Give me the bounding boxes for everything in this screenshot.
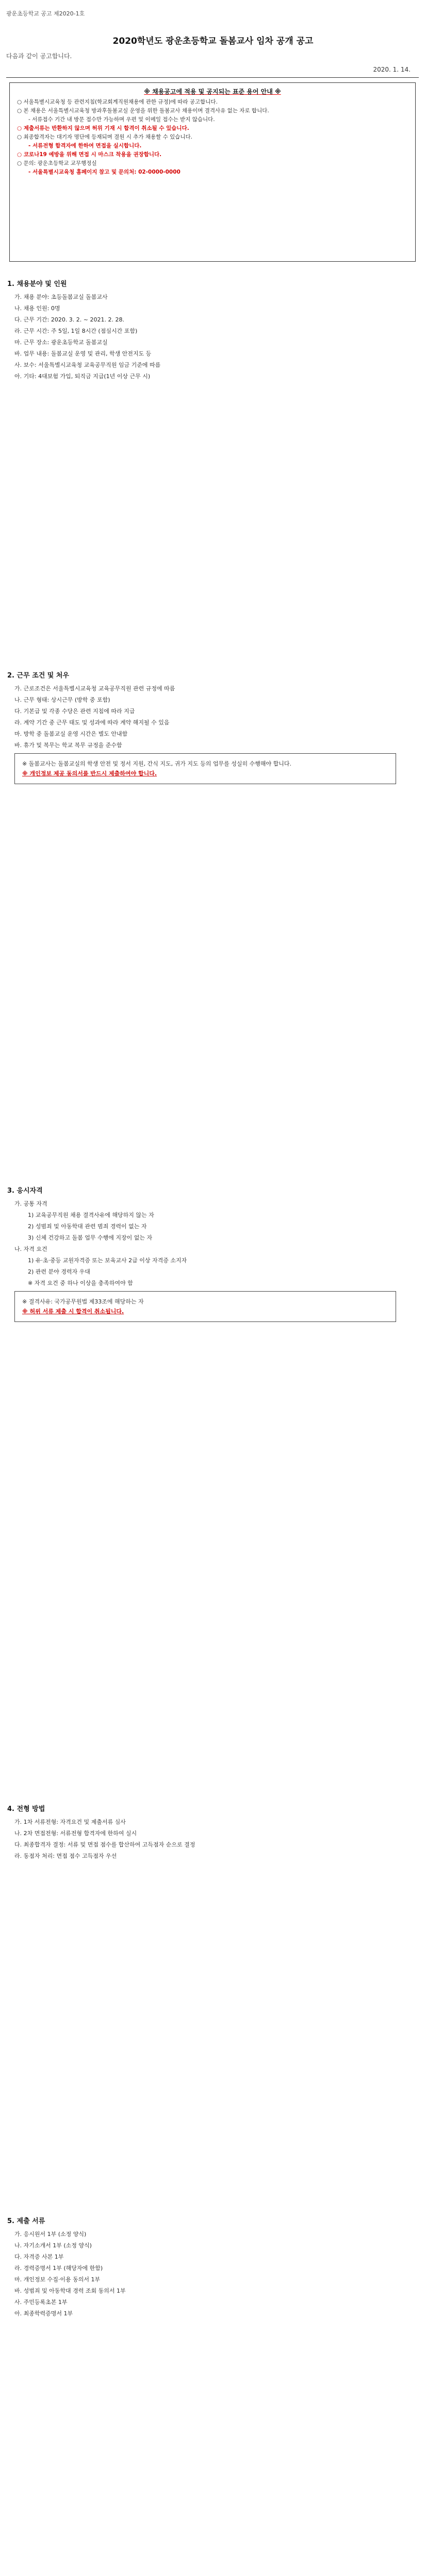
info-box-text: ※ 돌봄교사는 돌봄교실의 학생 안전 및 정서 지원, 간식 지도, 귀가 지도 등의 업무를 성실히 수행해야 합니다. xyxy=(22,760,291,767)
section-title: 4. 전형 방법 xyxy=(7,1805,45,1813)
section-paragraph: 다. 최종합격자 결정: 서류 및 면접 점수를 합산하여 고득점자 순으로 결정 xyxy=(14,1841,195,1848)
info-box xyxy=(14,1291,396,1322)
info-box xyxy=(14,753,396,784)
section-paragraph: 마. 근무 장소: 광운초등학교 돌봄교실 xyxy=(14,339,108,346)
section-paragraph: 라. 동점자 처리: 면접 점수 고득점자 우선 xyxy=(14,1853,117,1859)
section-paragraph: 나. 근무 형태: 상시근무 (방학 중 포함) xyxy=(14,697,110,703)
notice-item: ○ 서울특별시교육청 등 관련지침(학교회계직원채용에 관한 규정)에 따라 공고합니다. xyxy=(17,99,218,105)
notice-item: ○ 본 채용은 서울특별시교육청 방과후돌봄교실 운영을 위한 돌봄교사 채용이며 결격사유 없는 자로 합니다. xyxy=(17,108,269,114)
info-box-warning: ※ 개인정보 제공 동의서를 반드시 제출하여야 합니다. xyxy=(22,770,157,777)
section-paragraph: 마. 방학 중 돌봄교실 운영 시간은 별도 안내함 xyxy=(14,731,128,737)
section-paragraph: 가. 채용 분야: 초등돌봄교실 돌봄교사 xyxy=(14,294,108,300)
announcement-date: 2020. 1. 14. xyxy=(373,66,411,73)
section-paragraph: 다. 기본급 및 각종 수당은 관련 지침에 따라 지급 xyxy=(14,708,135,715)
section-paragraph: 가. 공통 자격 xyxy=(14,1200,47,1207)
section-paragraph: 바. 업무 내용: 돌봄교실 운영 및 관리, 학생 안전지도 등 xyxy=(14,350,152,357)
section-paragraph: 나. 2차 면접전형: 서류전형 합격자에 한하여 실시 xyxy=(14,1830,137,1837)
section-paragraph: 가. 근로조건은 서울특별시교육청 교육공무직원 관련 규정에 따름 xyxy=(14,685,175,692)
section-conditions xyxy=(7,670,419,787)
section-paragraph: 다. 근무 기간: 2020. 3. 2. ~ 2021. 2. 28. xyxy=(14,316,124,323)
section-paragraph: 라. 근무 시간: 주 5일, 1일 8시간 (점심시간 포함) xyxy=(14,328,138,334)
section-paragraph: 바. 휴가 및 복무는 학교 복무 규정을 준수함 xyxy=(14,742,122,749)
section-paragraph: 바. 성범죄 및 아동학대 경력 조회 동의서 1부 xyxy=(14,2287,126,2294)
document-title: 2020학년도 광운초등학교 돌봄교사 임차 공개 공고 xyxy=(112,36,314,46)
section-paragraph: 가. 1차 서류전형: 자격요건 및 제출서류 심사 xyxy=(14,1819,126,1825)
section-recruitment xyxy=(7,278,419,383)
notice-item: ○ 제출서류는 반환하지 않으며 허위 기재 시 합격이 취소될 수 있습니다. xyxy=(17,125,189,131)
notice-box xyxy=(9,82,416,262)
section-paragraph: 라. 계약 기간 중 근무 태도 및 성과에 따라 계약 해지될 수 있음 xyxy=(14,719,170,726)
section-title: 5. 제출 서류 xyxy=(7,2217,45,2225)
notice-heading: ※ 채용공고에 적용 및 공지되는 표준 용어 안내 ※ xyxy=(144,88,281,95)
section-paragraph: 아. 최종학력증명서 1부 xyxy=(14,2310,73,2317)
section-paragraph: ※ 자격 요건 중 하나 이상을 충족하여야 함 xyxy=(28,1280,133,1286)
section-paragraph: 가. 응시원서 1부 (소정 양식) xyxy=(14,2231,87,2238)
notice-item: ○ 코로나19 예방을 위해 면접 시 마스크 착용을 권장합니다. xyxy=(17,151,162,158)
section-paragraph: 나. 자격 요건 xyxy=(14,1246,47,1252)
section-paragraph: 1) 유·초·중등 교원자격증 또는 보육교사 2급 이상 자격증 소지자 xyxy=(28,1257,187,1264)
divider xyxy=(6,77,419,78)
section-selection xyxy=(7,1803,419,1862)
info-box-text: ※ 결격사유: 국가공무원법 제33조에 해당하는 자 xyxy=(22,1298,144,1305)
section-paragraph: 라. 경력증명서 1부 (해당자에 한함) xyxy=(14,2265,103,2272)
section-paragraph: 2) 관련 분야 경력자 우대 xyxy=(28,1268,90,1275)
section-paragraph: 마. 개인정보 수집·이용 동의서 1부 xyxy=(14,2276,101,2283)
section-paragraph: 3) 신체 건강하고 돌봄 업무 수행에 지장이 없는 자 xyxy=(28,1234,153,1241)
section-title: 2. 근무 조건 및 처우 xyxy=(7,672,69,680)
info-box-warning: ※ 허위 서류 제출 시 합격이 취소됩니다. xyxy=(22,1308,124,1315)
section-eligibility xyxy=(7,1185,419,1325)
notice-item: ○ 최종합격자는 대기자 명단에 등재되며 결원 시 추가 채용할 수 있습니다. xyxy=(17,134,193,140)
section-title: 3. 응시자격 xyxy=(7,1187,43,1195)
section-paragraph: 다. 자격증 사본 1부 xyxy=(14,2253,64,2260)
section-paragraph: 아. 기타: 4대보험 가입, 퇴직금 지급(1년 이상 근무 시) xyxy=(14,373,151,380)
notice-subitem: - 서류접수 기간 내 방문 접수만 가능하며 우편 및 이메일 접수는 받지 않습니다. xyxy=(28,116,215,123)
section-paragraph: 나. 채용 인원: 0명 xyxy=(14,305,60,312)
section-paragraph: 사. 보수: 서울특별시교육청 교육공무직원 임금 기준에 따름 xyxy=(14,362,161,368)
intro-text: 다음과 같이 공고합니다. xyxy=(6,53,72,60)
section-paragraph: 사. 주민등록초본 1부 xyxy=(14,2299,68,2306)
announcement-number: 광운초등학교 공고 제2020-1호 xyxy=(6,10,85,17)
section-paragraph: 1) 교육공무직원 채용 결격사유에 해당하지 않는 자 xyxy=(28,1212,154,1218)
section-paragraph: 2) 성범죄 및 아동학대 관련 범죄 경력이 없는 자 xyxy=(28,1223,147,1230)
section-paragraph: 나. 자기소개서 1부 (소정 양식) xyxy=(14,2242,92,2249)
notice-subitem: - 서울특별시교육청 홈페이지 참고 및 문의처: 02-0000-0000 xyxy=(28,169,181,175)
section-title: 1. 채용분야 및 인원 xyxy=(7,280,67,288)
notice-subitem: - 서류전형 합격자에 한하여 면접을 실시합니다. xyxy=(28,143,142,149)
notice-item: ○ 문의: 광운초등학교 교무행정실 xyxy=(17,160,97,166)
section-documents xyxy=(7,2215,419,2320)
